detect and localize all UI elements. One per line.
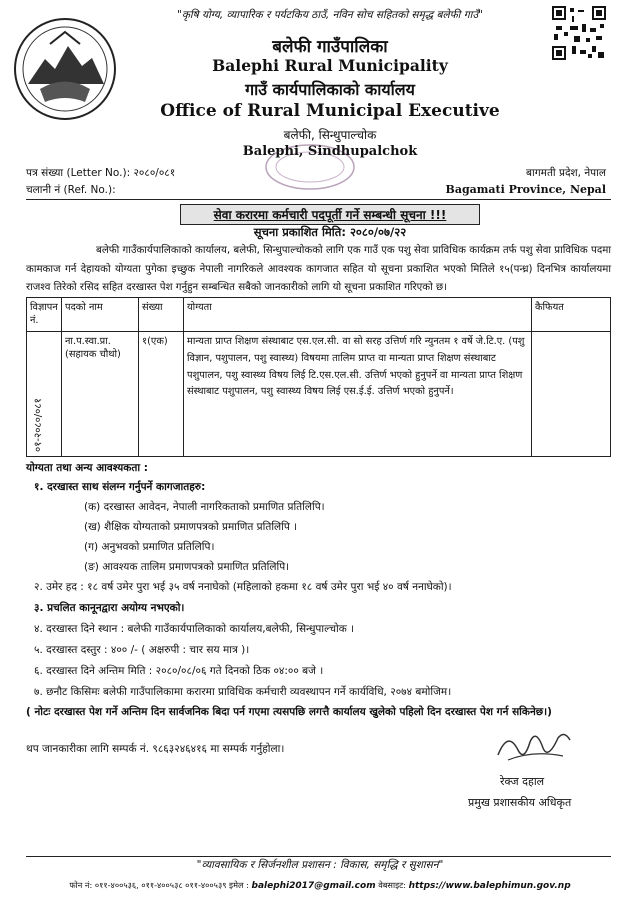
requirement-5: ५. दरखास्त दस्तुर : ४०० /- ( अक्षरुपी : चार सय मात्र )। <box>34 644 250 656</box>
header-slogan: "कृषि योग्य, व्यापारिक र पर्यटकिय ठाउँ, नविन सोच सहितको समृद्ध बलेफी गाउँ" <box>177 9 483 21</box>
signer-name: रेक्ज दहाल <box>500 775 545 788</box>
signer-title: प्रमुख प्रशासकीय अधिकृत <box>468 796 572 809</box>
requirement-3: ३. प्रचलित कानूनद्वारा अयोग्य नभएको। <box>34 602 185 614</box>
address-np: बलेफी, सिन्धुपाल्चोक <box>283 128 377 142</box>
handwritten-signature <box>488 720 578 770</box>
notice-title: सेवा करारमा कर्मचारी पदपूर्ती गर्ने सम्बन्धी सूचना !!! <box>180 204 480 225</box>
table-row <box>27 332 611 457</box>
header-qualification: योग्यता <box>184 298 532 332</box>
cell-adv-no <box>27 332 62 457</box>
reference-number: चलानी नं (Ref. No.): <box>26 184 116 196</box>
requirement-2: २. उमेर हद : १८ वर्ष उमेर पुरा भई ३५ वर्ष ननाघेको (महिलाको हकमा १८ वर्ष उमेर पुरा भई ४० वर्ष ननाघेको)। <box>34 581 452 593</box>
post-name-line2: (सहायक चौथो) <box>65 349 121 360</box>
org-name-en: Balephi Rural Municipality <box>212 56 448 75</box>
requirements-title: योग्यता तथा अन्य आवश्यकता : <box>26 462 148 474</box>
cell-qualification: मान्यता प्राप्त शिक्षण संस्थाबाट एस.एल.सी. वा सो सरह उत्तिर्ण गरि न्युनतम १ वर्षे जे.टि.ए. (पशु विज्ञान, पशुपालन, पशु स्वास्थ्य) विषयमा तालिम प्राप्त वा मान्यता प्राप्त शिक्षण संस्थाबाट पशुपालन, पशु स्वास्थ्य विषय लिई टि.एस.एल.सी. उत्तिर्ण भएको हुनुपर्ने वा मान्यता प्राप्त शिक्षण संस्थाबाट पशुपालन, पशु स्वास्थ्य विषय लिई एस.ई.ई. उत्तिर्ण भएको हुनुपर्ने। <box>184 332 532 457</box>
header-divider <box>26 199 611 200</box>
office-name-np: गाउँ कार्यपालिकाको कार्यालय <box>245 80 415 99</box>
address-en: Balephi, Sindhupalchok <box>242 144 418 159</box>
post-name-line1: ना.प.स्वा.प्रा. <box>65 336 111 347</box>
province-en: Bagamati Province, Nepal <box>445 183 606 196</box>
footer-divider <box>26 856 611 857</box>
requirement-1-sub-a: (क) दरखास्त आवेदन, नेपाली नागरिकताको प्रमाणित प्रतिलिपि। <box>84 501 325 513</box>
province-np: बागमती प्रदेश, नेपाल <box>526 167 606 179</box>
requirement-1: १. दरखास्त साथ संलग्न गर्नुपर्ने कागजातहरु: <box>34 481 206 493</box>
qr-code <box>552 6 606 60</box>
requirement-4: ४. दरखास्त दिने स्थान : बलेफी गाउँकार्यपालिकाको कार्यालय,बलेफी, सिन्धुपाल्चोक । <box>34 623 355 635</box>
header-post-name: पदको नाम <box>62 298 139 332</box>
footer-contact <box>20 880 620 891</box>
footer-website-label: वेबसाइट: <box>378 880 406 890</box>
header-adv-no: विज्ञापन नं. <box>27 298 62 332</box>
header-count: संख्या <box>139 298 184 332</box>
table-header-row <box>27 298 611 332</box>
footer-email[interactable]: balephi2017@gmail.com <box>251 881 376 891</box>
requirement-7: ७. छनौट किसिमः बलेफी गाउँपालिकामा करारमा प्राविधिक कर्मचारी व्यवस्थापन गर्ने कार्यविधि, २०७४ बमोजिम। <box>34 686 452 698</box>
org-name-np: बलेफी गाउँपालिका <box>272 37 388 57</box>
cell-count: १(एक) <box>139 332 184 457</box>
published-date: सूचना प्रकाशित मिति: २०८०/०७/२२ <box>253 225 407 239</box>
footer-website[interactable]: https://www.balephimun.gov.np <box>408 881 571 891</box>
adv-no-text: ०१-२०८०/०८१ <box>33 398 44 452</box>
header-remarks: कैफियत <box>532 298 611 332</box>
cell-post-name <box>62 332 139 457</box>
deadline-note: ( नोटः दरखास्त पेश गर्ने अन्तिम दिन सार्वजनिक बिदा पर्न गएमा त्यसपछि लगत्तै कार्यालय खुलेको पहिलो दिन दरखास्त पेश गर्न सकिनेछ।) <box>26 706 552 718</box>
requirement-1-sub-b: (ख) शैक्षिक योग्यताको प्रमाणपत्रको प्रमाणित प्रतिलिपि । <box>84 521 298 533</box>
requirement-1-sub-c: (ग) अनुभवको प्रमाणित प्रतिलिपि। <box>84 541 215 553</box>
office-name-en: Office of Rural Municipal Executive <box>160 101 500 121</box>
requirement-1-sub-d: (ङ) आवश्यक तालिम प्रमाणपत्रको प्रमाणित प्रतिलिपि। <box>84 561 290 573</box>
footer-slogan: "व्यावसायिक र सिर्जनशील प्रशासन : विकास, समृद्धि र सुशासन" <box>196 859 444 871</box>
footer-phones: फोन नं: ०११-४००५३६, ०११-४००५३८ ०११-४००५३९ इमेल : <box>69 880 249 890</box>
contact-line: थप जानकारीका लागि सम्पर्क नं. ९८६३२४६४१६ मा सम्पर्क गर्नुहोला। <box>26 743 285 755</box>
requirement-6: ६. दरखास्त दिने अन्तिम मिति : २०८०/०८/०६ गते दिनको ठिक ०४:०० बजे । <box>34 665 324 677</box>
notice-intro: बलेफी गाउँकार्यपालिकाको कार्यालय, बलेफी, सिन्धुपाल्चोकको लागि एक गाउँ एक पशु सेवा प्राविधिक कार्यक्रम तर्फ पशु सेवा प्राविधिक पदमा कामकाज गर्न देहायको योग्यता पुगेका इच्छुक नेपाली नागरिकले आवश्यक कागजात सहित यो सूचना प्रकाशित भएको मितिले १५(पन्ध्र) दिनभित्र कार्यालयमा राजश्व तिरेको रसिद सहित दरखास्त पेश गर्नुहुन सम्बन्धित सबैको जानकारीको लागि यो सूचना प्रकाशित गरिएको छ। <box>26 245 611 293</box>
letter-number: पत्र संख्या (Letter No.): २०८०/०८१ <box>26 167 176 179</box>
vacancy-table <box>26 297 611 457</box>
cell-remarks <box>532 332 611 457</box>
